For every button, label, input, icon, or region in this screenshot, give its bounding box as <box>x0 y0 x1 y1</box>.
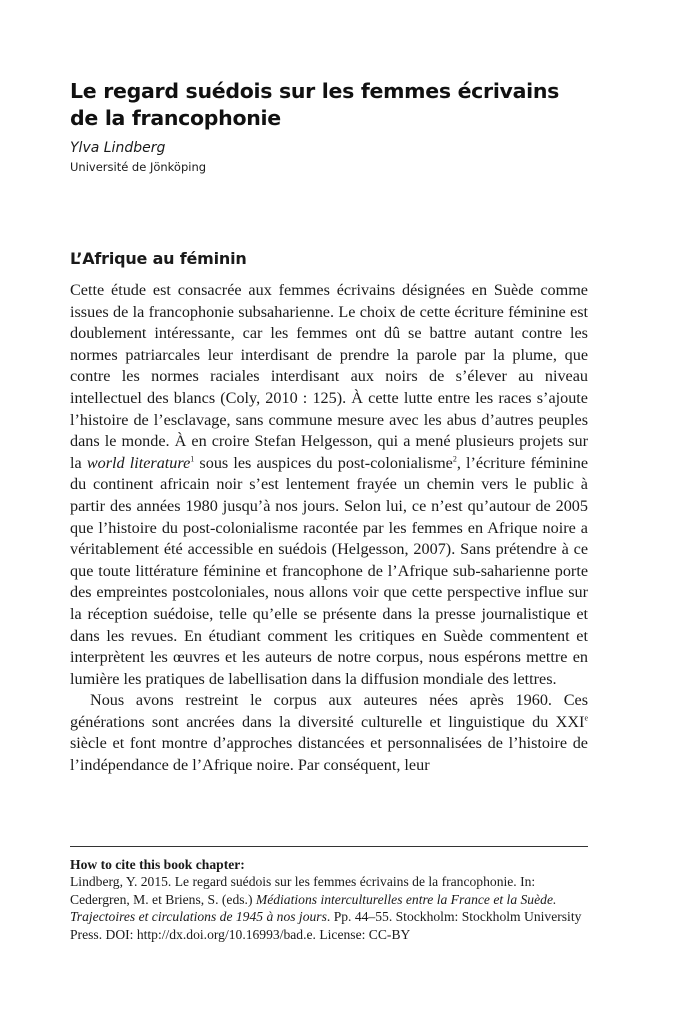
paragraph-2 <box>70 690 588 776</box>
footnote-marker-1[interactable]: 1 <box>190 454 195 464</box>
paragraph-1-text-b: sous les auspices du post-colonialisme <box>194 453 453 472</box>
citation-box <box>70 846 588 943</box>
author-affiliation: Université de Jönköping <box>70 160 207 174</box>
paragraph-1 <box>70 280 588 690</box>
paragraph-1-text-a: Cette étude est consacrée aux femmes écrivains désignées en Suède comme issues de la francophonie subsaharienne. Le choix de cette écriture féminine est doublement intéressante, car les femmes ont dû se battre autant contre les normes patriarcales leur interdisant de prendre la parole par la plume, que contre les normes raciales interdisant aux noirs de s’élever au niveau intellectuel des blancs (Coly, 2010 : 125). À cette lutte entre les races s’ajoute l’histoire de l’esclavage, sans commune mesure avec les abus d’autres peuples dans le monde. À en croire Stefan Helgesson, qui a mené plusieurs projets sur la <box>70 281 588 472</box>
paragraph-1-text-c: , l’écriture féminine du continent africain noir s’est lentement frayée un chemin vers le public à partir des années 1980 jusqu’à nos jours. Selon lui, ce n’est qu’autour de 2005 que l’histoire du post-colonialisme racontée par les femmes en Afrique noire a véritablement été accessible en suédois (Helgesson, 2007). Sans prétendre à ce que toute littérature féminine et francophone de l’Afrique sub-saharienne porte des empreintes postcoloniales, nous allons voir que cette perspective influe sur la réception suédoise, telle qu’elle se présente dans la presse journalistique et dans les revues. En étudiant comment les critiques en Suède commentent et interprètent les œuvres et les auteurs de notre corpus, nous espérons mettre en lumière les pratiques de labellisation dans la diffusion mondiale des lettres. <box>70 453 589 688</box>
chapter-page <box>70 78 588 777</box>
citation-heading: How to cite this book chapter: <box>70 857 245 872</box>
paragraph-2-text-b: siècle et font montre d’approches distancées et personnalisées de l’histoire de l’indépendance de l’Afrique noire. Par conséquent, leur <box>70 734 588 775</box>
century-superscript: e <box>584 713 588 723</box>
citation-text-b: . Pp. 44–55. Stockholm: Stockholm University Press. DOI: http://dx.doi.org/10.16993/bad.e. License: CC-BY <box>70 909 582 942</box>
section-heading: L’Afrique au féminin <box>70 249 247 268</box>
body-text <box>70 280 588 777</box>
author-name: Ylva Lindberg <box>70 140 166 156</box>
citation-book-title: Médiations interculturelles entre la France et la Suède. Trajectoires et circulations de 1945 à nos jours <box>70 891 557 925</box>
footnote-marker-2[interactable]: 2 <box>452 454 457 464</box>
italic-term: world literature <box>86 453 191 472</box>
chapter-title: Le regard suédois sur les femmes écrivains de la francophonie <box>70 79 560 130</box>
paragraph-2-text-a: Nous avons restreint le corpus aux auteures nées après 1960. Ces générations sont ancrées dans la diversité culturelle et linguistique du XXI <box>70 691 588 731</box>
citation-text-a: Lindberg, Y. 2015. Le regard suédois sur les femmes écrivains de la francophonie. In: Cedergren, M. et Briens, S. (eds.) <box>70 874 536 907</box>
